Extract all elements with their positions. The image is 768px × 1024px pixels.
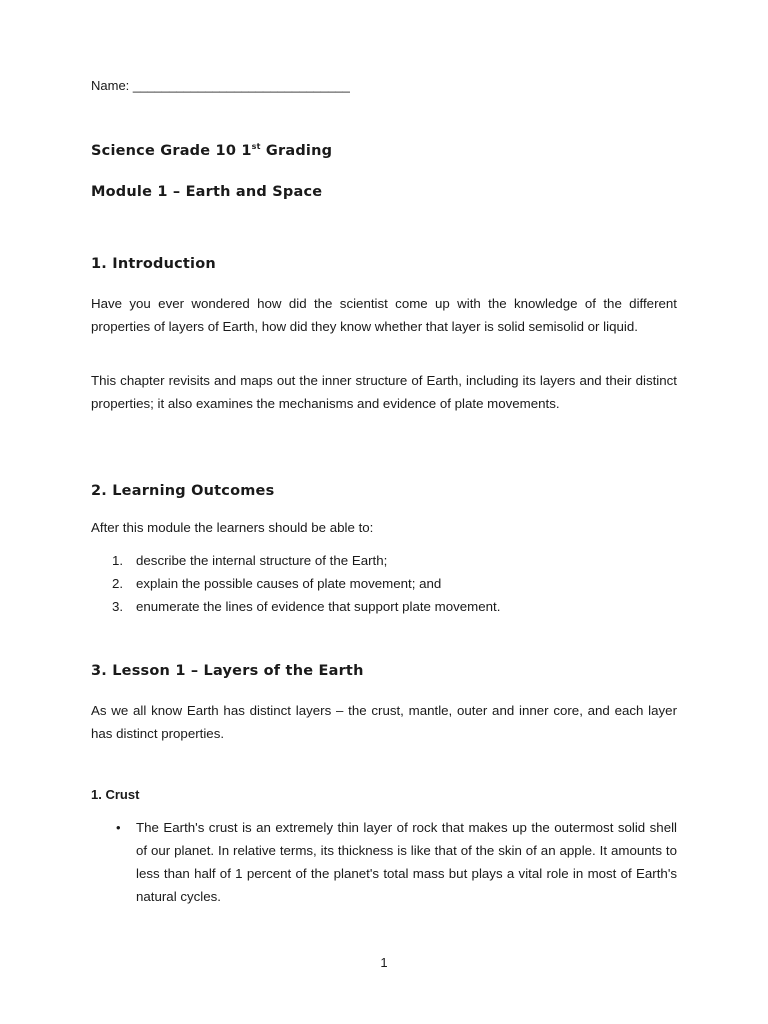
learning-outcomes-list: [112, 549, 500, 618]
list-item-number: 2.: [112, 576, 124, 591]
name-label: Name:: [91, 78, 130, 93]
list-item-text: enumerate the lines of evidence that support plate movement.: [136, 599, 501, 614]
introduction-paragraph-1: Have you ever wondered how did the scientist come up with the knowledge of the different properties of layers of Earth, how did they know whether that layer is solid semisolid or liquid.: [91, 296, 677, 334]
lesson-1-intro-paragraph: As we all know Earth has distinct layers – the crust, mantle, outer and inner core, and each layer has distinct properties.: [91, 703, 677, 741]
section-heading-lesson-1: 3. Lesson 1 – Layers of the Earth: [91, 663, 364, 679]
list-item-text: explain the possible causes of plate movement; and: [136, 576, 442, 591]
subsection-heading-crust: 1. Crust: [91, 787, 140, 802]
page-number: 1: [380, 955, 388, 970]
section-heading-learning-outcomes: 2. Learning Outcomes: [91, 483, 275, 499]
name-field: [91, 78, 350, 93]
title-suffix: Grading: [260, 143, 333, 159]
section-heading-introduction: 1. Introduction: [91, 256, 216, 272]
introduction-paragraph-2: This chapter revisits and maps out the inner structure of Earth, including its layers and their distinct properties; it also examines the mechanisms and evidence of plate movements.: [91, 373, 677, 411]
list-item-text: describe the internal structure of the Earth;: [136, 553, 388, 568]
title-superscript: st: [251, 142, 261, 152]
document-title: [91, 143, 332, 159]
name-blank-line: ______________________________: [132, 78, 350, 93]
list-item: [112, 595, 500, 618]
module-title: Module 1 – Earth and Space: [91, 184, 323, 200]
list-item: [112, 549, 500, 572]
title-prefix: Science Grade 10 1: [91, 143, 252, 159]
crust-bullet-text: The Earth's crust is an extremely thin layer of rock that makes up the outermost solid shell of our planet. In relative terms, its thickness is like that of the skin of an apple. It amounts to less than half of 1 percent of the planet's total mass but plays a vital role in most of Earth's natural cycles.: [136, 820, 677, 904]
list-item-number: 3.: [112, 599, 124, 614]
list-item: [112, 572, 500, 595]
bullet-marker: •: [116, 820, 121, 835]
learning-outcomes-lead: After this module the learners should be able to:: [91, 520, 374, 535]
list-item-number: 1.: [112, 553, 124, 568]
